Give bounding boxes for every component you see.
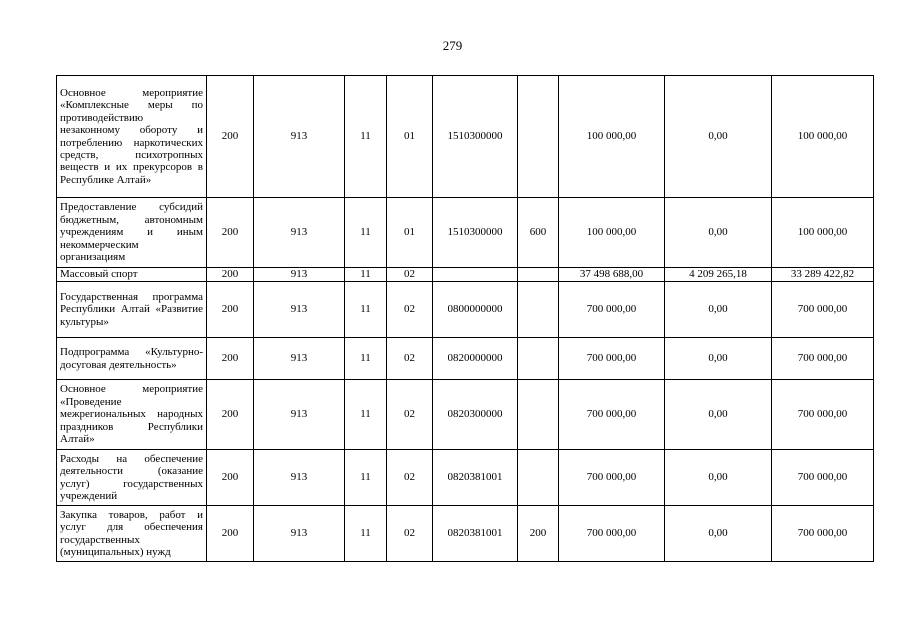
expense-type-cell: [518, 282, 559, 338]
section-cell: 11: [345, 198, 387, 268]
subsection-cell: 01: [387, 198, 433, 268]
code-cell: 200: [207, 380, 254, 450]
subsection-cell: 01: [387, 76, 433, 198]
ministry-code-cell: 913: [254, 380, 345, 450]
amount-approved-cell: 700 000,00: [559, 380, 665, 450]
code-cell: 200: [207, 506, 254, 562]
ministry-code-cell: 913: [254, 338, 345, 380]
amount-remaining-cell: 700 000,00: [772, 506, 874, 562]
code-cell: 200: [207, 338, 254, 380]
amount-remaining-cell: 100 000,00: [772, 198, 874, 268]
ministry-code-cell: 913: [254, 268, 345, 282]
table-row: [57, 338, 874, 380]
row-name: Основное мероприятие «Комплексные меры по противодействию незаконному обороту и потреблению наркотических средств, психотропных веществ и их прекурсоров в Республике Алтай»: [57, 76, 207, 198]
amount-remaining-cell: 100 000,00: [772, 76, 874, 198]
code-cell: 200: [207, 198, 254, 268]
expense-type-cell: 200: [518, 506, 559, 562]
budget-table: [56, 75, 874, 562]
amount-remaining-cell: 700 000,00: [772, 338, 874, 380]
section-cell: 11: [345, 380, 387, 450]
section-cell: 11: [345, 268, 387, 282]
row-name: Основное мероприятие «Проведение межрегиональных народных праздников Республики Алтай»: [57, 380, 207, 450]
amount-approved-cell: 100 000,00: [559, 198, 665, 268]
ministry-code-cell: 913: [254, 506, 345, 562]
amount-approved-cell: 100 000,00: [559, 76, 665, 198]
table-row: [57, 282, 874, 338]
target-article-cell: [433, 268, 518, 282]
row-name: Предоставление субсидий бюджетным, автономным учреждениям и иным некоммерческим организациям: [57, 198, 207, 268]
expense-type-cell: [518, 450, 559, 506]
subsection-cell: 02: [387, 268, 433, 282]
target-article-cell: 0820381001: [433, 506, 518, 562]
section-cell: 11: [345, 506, 387, 562]
amount-approved-cell: 37 498 688,00: [559, 268, 665, 282]
amount-approved-cell: 700 000,00: [559, 282, 665, 338]
subsection-cell: 02: [387, 338, 433, 380]
table-row: [57, 198, 874, 268]
expense-type-cell: [518, 268, 559, 282]
amount-executed-cell: 0,00: [665, 282, 772, 338]
amount-remaining-cell: 700 000,00: [772, 380, 874, 450]
section-cell: 11: [345, 338, 387, 380]
table-row: [57, 76, 874, 198]
expense-type-cell: [518, 76, 559, 198]
row-name: Закупка товаров, работ и услуг для обеспечения государственных (муниципальных) нужд: [57, 506, 207, 562]
code-cell: 200: [207, 76, 254, 198]
amount-remaining-cell: 700 000,00: [772, 450, 874, 506]
subsection-cell: 02: [387, 380, 433, 450]
amount-executed-cell: 0,00: [665, 450, 772, 506]
code-cell: 200: [207, 268, 254, 282]
code-cell: 200: [207, 282, 254, 338]
subsection-cell: 02: [387, 506, 433, 562]
target-article-cell: 0800000000: [433, 282, 518, 338]
target-article-cell: 0820300000: [433, 380, 518, 450]
page-number: 279: [442, 38, 463, 53]
amount-executed-cell: 0,00: [665, 506, 772, 562]
row-name: Подпрограмма «Культурно-досуговая деятельность»: [57, 338, 207, 380]
table-row: [57, 380, 874, 450]
table-row: [57, 268, 874, 282]
amount-executed-cell: 4 209 265,18: [665, 268, 772, 282]
amount-approved-cell: 700 000,00: [559, 338, 665, 380]
expense-type-cell: [518, 380, 559, 450]
amount-approved-cell: 700 000,00: [559, 506, 665, 562]
amount-approved-cell: 700 000,00: [559, 450, 665, 506]
section-cell: 11: [345, 450, 387, 506]
amount-executed-cell: 0,00: [665, 380, 772, 450]
section-cell: 11: [345, 76, 387, 198]
code-cell: 200: [207, 450, 254, 506]
ministry-code-cell: 913: [254, 282, 345, 338]
target-article-cell: 0820000000: [433, 338, 518, 380]
table-row: [57, 450, 874, 506]
row-name: Расходы на обеспечение деятельности (оказание услуг) государственных учреждений: [57, 450, 207, 506]
amount-remaining-cell: 33 289 422,82: [772, 268, 874, 282]
row-name: Государственная программа Республики Алтай «Развитие культуры»: [57, 282, 207, 338]
row-name: Массовый спорт: [57, 268, 207, 282]
amount-remaining-cell: 700 000,00: [772, 282, 874, 338]
ministry-code-cell: 913: [254, 198, 345, 268]
amount-executed-cell: 0,00: [665, 76, 772, 198]
table-row: [57, 506, 874, 562]
target-article-cell: 1510300000: [433, 198, 518, 268]
subsection-cell: 02: [387, 450, 433, 506]
amount-executed-cell: 0,00: [665, 198, 772, 268]
target-article-cell: 0820381001: [433, 450, 518, 506]
section-cell: 11: [345, 282, 387, 338]
subsection-cell: 02: [387, 282, 433, 338]
ministry-code-cell: 913: [254, 450, 345, 506]
ministry-code-cell: 913: [254, 76, 345, 198]
amount-executed-cell: 0,00: [665, 338, 772, 380]
expense-type-cell: [518, 338, 559, 380]
expense-type-cell: 600: [518, 198, 559, 268]
target-article-cell: 1510300000: [433, 76, 518, 198]
